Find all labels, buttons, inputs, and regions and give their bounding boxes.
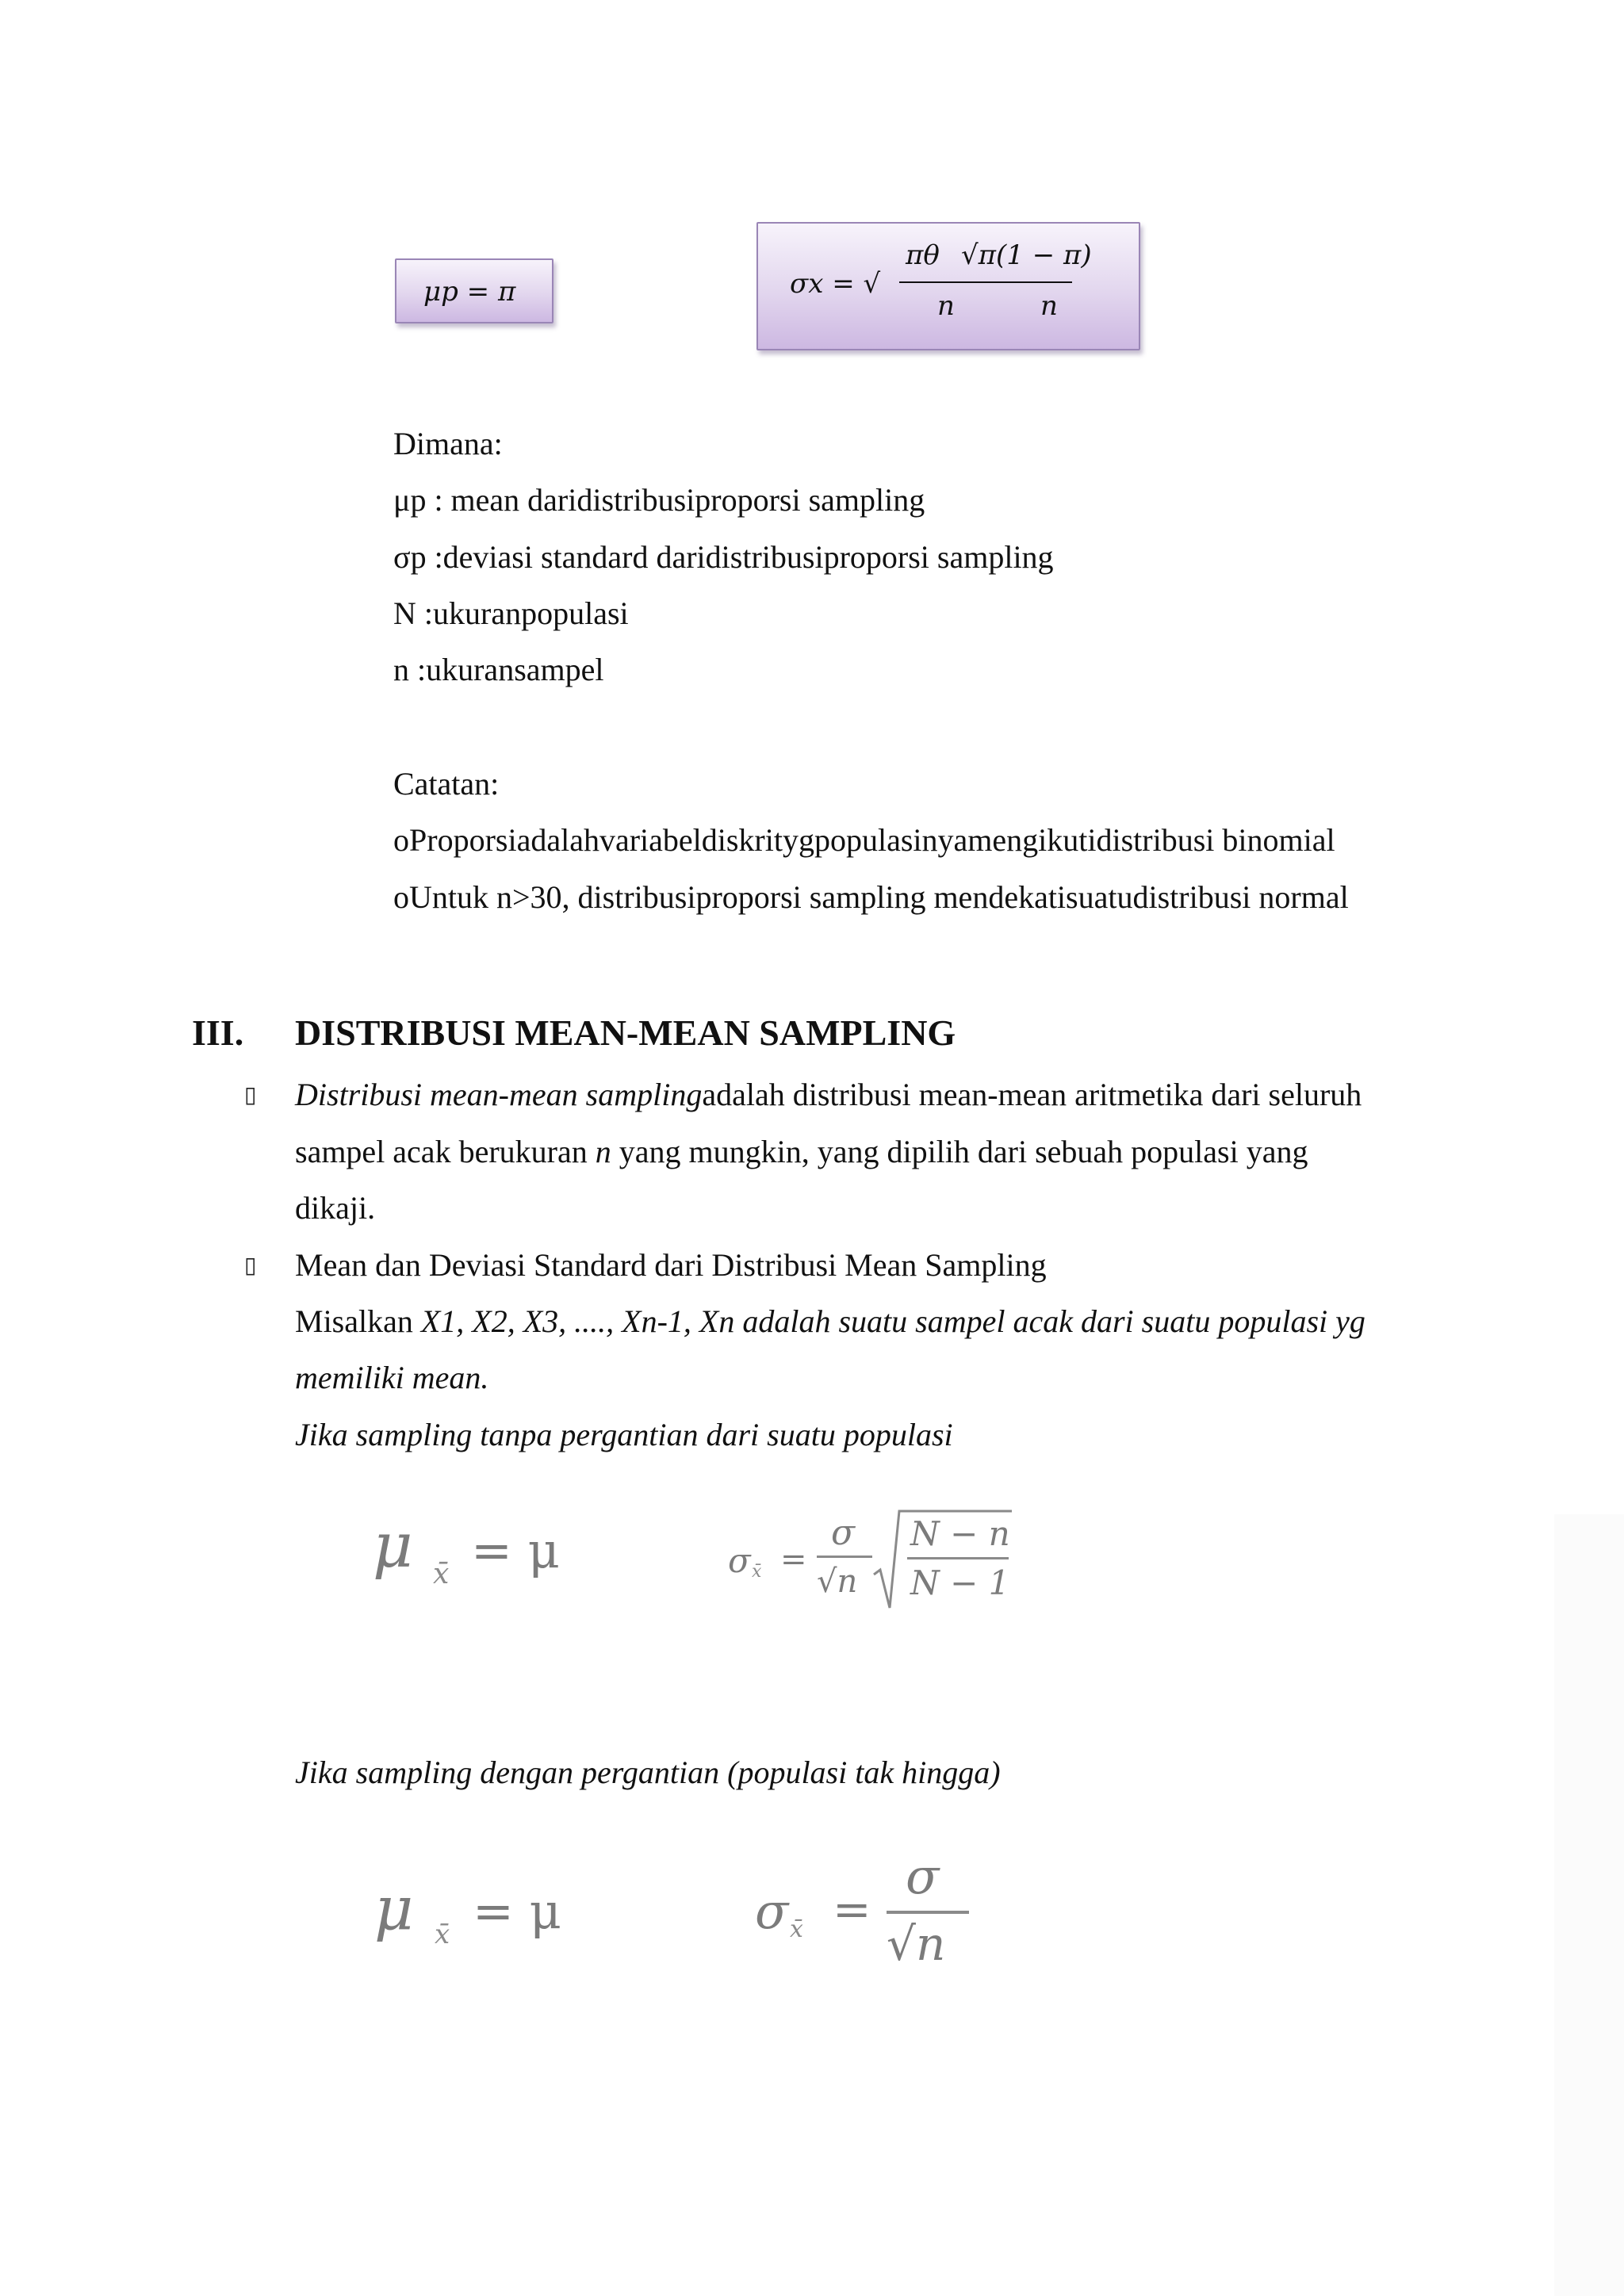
sigma-symbol: σ [728, 1541, 751, 1580]
formula-sigma-x-lhs: σx = √ [790, 268, 881, 300]
bullet-item-2-line-1: Mean dan Deviasi Standard dari Distribusi Mean Sampling [295, 1247, 1047, 1283]
bullet-item-2-line-4: Jika sampling tanpa pergantian dari suatu populasi [295, 1417, 953, 1452]
note-line: oProporsiadalahvariabeldiskritygpopulasinyamengikutidistribusi binomial [393, 822, 1335, 858]
formula-sigma-x-num1: πθ [906, 239, 940, 271]
scan-formula-mean-2 [374, 1873, 580, 1968]
bullet-item-1-line-1 [295, 1079, 1362, 1111]
scan-formula-sd-finite [728, 1506, 1013, 1617]
definition-line: μp : mean daridistribusiproporsi sampling [393, 482, 925, 518]
bullet-item-1-line-2 [295, 1136, 1308, 1168]
equals-sign: = [833, 1882, 871, 1936]
fraction-denominator-sqrt-n: √n [887, 1917, 946, 1971]
definition-line: n :ukuransampel [393, 652, 604, 687]
formula-sigma-x-den1: n [937, 290, 955, 322]
item1-line2-end: yang mungkin, yang dipilih dari sebuah populasi yang [611, 1134, 1308, 1169]
formula-sigma-x-den2: n [1040, 290, 1058, 322]
bullet-icon: ▯ [244, 1081, 257, 1108]
case-2-text: Jika sampling dengan pergantian (populasi tak hingga) [295, 1755, 1001, 1790]
section-title: DISTRIBUSI MEAN-MEAN SAMPLING [295, 1012, 956, 1053]
bullet-item-1-line-3: dikaji. [295, 1190, 376, 1226]
sqrt-fraction-bar [907, 1557, 1009, 1559]
item1-rest: adalah distribusi mean-mean aritmetika dari seluruh [702, 1077, 1362, 1112]
scan-formula-mean-1 [373, 1510, 579, 1605]
fraction-denominator-sqrt-n: √n [817, 1563, 858, 1600]
subscript-xbar: x̄ [790, 1915, 803, 1943]
equals-mu: = μ [471, 1521, 560, 1579]
sqrt-denominator: N − 1 [910, 1563, 1010, 1602]
item2-line2-italic: X1, X2, X3, ...., Xn-1, Xn adalah suatu sampel acak dari suatu populasi yg [420, 1303, 1365, 1339]
fraction-numerator-sigma: σ [831, 1513, 856, 1553]
definition-line: N :ukuranpopulasi [393, 595, 629, 631]
equals-sign: = [780, 1541, 807, 1578]
sqrt-numerator: N − n [910, 1514, 1010, 1553]
section-number: III. [192, 1012, 244, 1053]
italic-term: Distribusi mean-mean sampling [295, 1077, 703, 1112]
bullet-item-2-line-3: memiliki mean. [295, 1360, 489, 1395]
scan-formula-sd-infinite [755, 1847, 977, 1974]
bullet-item-2-line-2 [295, 1303, 1365, 1339]
fraction-bar [899, 281, 1072, 283]
definitions-heading: Dimana: [393, 426, 503, 461]
fraction-bar [887, 1911, 969, 1914]
formula-box-mu-p [395, 258, 553, 323]
equals-mu: = μ [473, 1882, 561, 1940]
item2-line2-plain: Misalkan [295, 1303, 421, 1339]
subscript-xbar: x̄ [435, 1919, 450, 1950]
sigma-symbol: σ [755, 1882, 789, 1940]
formula-mu-p: μp = π [423, 276, 516, 308]
mu-symbol: μ [374, 1873, 414, 1943]
fraction-numerator-sigma: σ [906, 1847, 940, 1905]
subscript-xbar: x̄ [433, 1558, 450, 1590]
definition-line: σp :deviasi standard daridistribusiproporsi sampling [393, 539, 1054, 575]
formula-box-sigma-x [756, 222, 1140, 350]
mu-symbol: μ [373, 1510, 413, 1582]
scan-background [1554, 1514, 1624, 2296]
notes-heading: Catatan: [393, 766, 500, 802]
item1-line2-n: n [595, 1134, 611, 1169]
formula-sigma-x-num2: √π(1 − π) [961, 239, 1092, 271]
bullet-icon: ▯ [244, 1252, 257, 1278]
note-line: oUntuk n>30, distribusiproporsi sampling mendekatisuatudistribusi normal [393, 879, 1349, 915]
item1-line2-start: sampel acak berukuran [295, 1134, 596, 1169]
subscript-xbar: x̄ [752, 1562, 762, 1582]
fraction-bar [817, 1556, 872, 1558]
